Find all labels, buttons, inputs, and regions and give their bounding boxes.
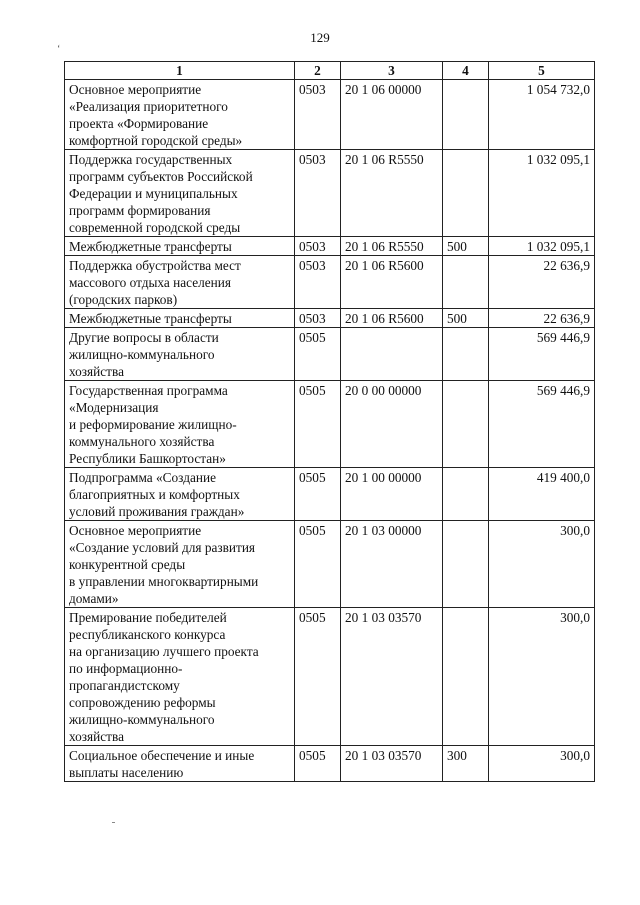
row-section: 0505 [295,381,341,468]
row-article: 20 1 06 R5550 [341,150,443,237]
row-section: 0503 [295,150,341,237]
row-expense-type [443,256,489,309]
row-section: 0503 [295,309,341,328]
row-name: Государственная программа «Модернизация и реформирование жилищно- коммунального хозяйства Республики Башкортостан» [65,381,295,468]
row-amount: 419 400,0 [489,468,595,521]
row-section: 0503 [295,237,341,256]
table-row [65,608,595,746]
row-name: Поддержка обустройства мест массового отдыха населения (городских парков) [65,256,295,309]
row-expense-type [443,468,489,521]
budget-table [64,61,595,782]
row-article: 20 1 06 00000 [341,80,443,150]
row-expense-type: 500 [443,237,489,256]
table-row [65,256,595,309]
row-amount: 300,0 [489,746,595,782]
row-amount: 1 032 095,1 [489,237,595,256]
row-section: 0505 [295,608,341,746]
row-name: Социальное обеспечение и иные выплаты населению [65,746,295,782]
row-article [341,328,443,381]
table-body [65,80,595,782]
table-row [65,150,595,237]
row-name: Межбюджетные трансферты [65,309,295,328]
header-row [65,62,595,80]
table-row [65,237,595,256]
header-col-2: 2 [295,62,341,80]
row-expense-type [443,608,489,746]
row-section: 0505 [295,521,341,608]
row-name: Другие вопросы в области жилищно-коммунального хозяйства [65,328,295,381]
row-article: 20 1 06 R5550 [341,237,443,256]
row-section: 0505 [295,746,341,782]
header-col-5: 5 [489,62,595,80]
row-article: 20 1 06 R5600 [341,256,443,309]
row-expense-type [443,150,489,237]
row-name: Межбюджетные трансферты [65,237,295,256]
row-amount: 300,0 [489,521,595,608]
row-amount: 300,0 [489,608,595,746]
row-name: Подпрограмма «Создание благоприятных и комфортных условий проживания граждан» [65,468,295,521]
scan-speck [112,822,115,823]
table-row [65,80,595,150]
row-amount: 569 446,9 [489,328,595,381]
table-row [65,521,595,608]
row-name: Основное мероприятие «Создание условий для развития конкурентной среды в управлении многоквартирными домами» [65,521,295,608]
row-section: 0505 [295,468,341,521]
row-section: 0503 [295,256,341,309]
row-article: 20 1 06 R5600 [341,309,443,328]
row-section: 0505 [295,328,341,381]
row-expense-type: 500 [443,309,489,328]
row-article: 20 1 03 03570 [341,608,443,746]
row-amount: 22 636,9 [489,309,595,328]
scan-mark: ʻ [57,44,61,55]
row-article: 20 1 03 00000 [341,521,443,608]
row-amount: 569 446,9 [489,381,595,468]
row-expense-type [443,381,489,468]
page-number: 129 [310,30,330,45]
header-col-1: 1 [65,62,295,80]
row-name: Основное мероприятие «Реализация приоритетного проекта «Формирование комфортной городской среды» [65,80,295,150]
header-col-4: 4 [443,62,489,80]
table-row [65,381,595,468]
row-article: 20 1 03 03570 [341,746,443,782]
table-row [65,468,595,521]
row-expense-type [443,80,489,150]
row-article: 20 0 00 00000 [341,381,443,468]
row-name: Поддержка государственных программ субъектов Российской Федерации и муниципальных программ формирования современной городской среды [65,150,295,237]
row-amount: 1 054 732,0 [489,80,595,150]
row-amount: 22 636,9 [489,256,595,309]
row-section: 0503 [295,80,341,150]
row-expense-type: 300 [443,746,489,782]
row-expense-type [443,521,489,608]
row-name: Премирование победителей республиканского конкурса на организацию лучшего проекта по информационно- пропагандистскому сопровождению реформы жилищно-коммунального хозяйства [65,608,295,746]
row-amount: 1 032 095,1 [489,150,595,237]
row-expense-type [443,328,489,381]
header-col-3: 3 [341,62,443,80]
table-row [65,328,595,381]
table-row [65,746,595,782]
table-row [65,309,595,328]
row-article: 20 1 00 00000 [341,468,443,521]
